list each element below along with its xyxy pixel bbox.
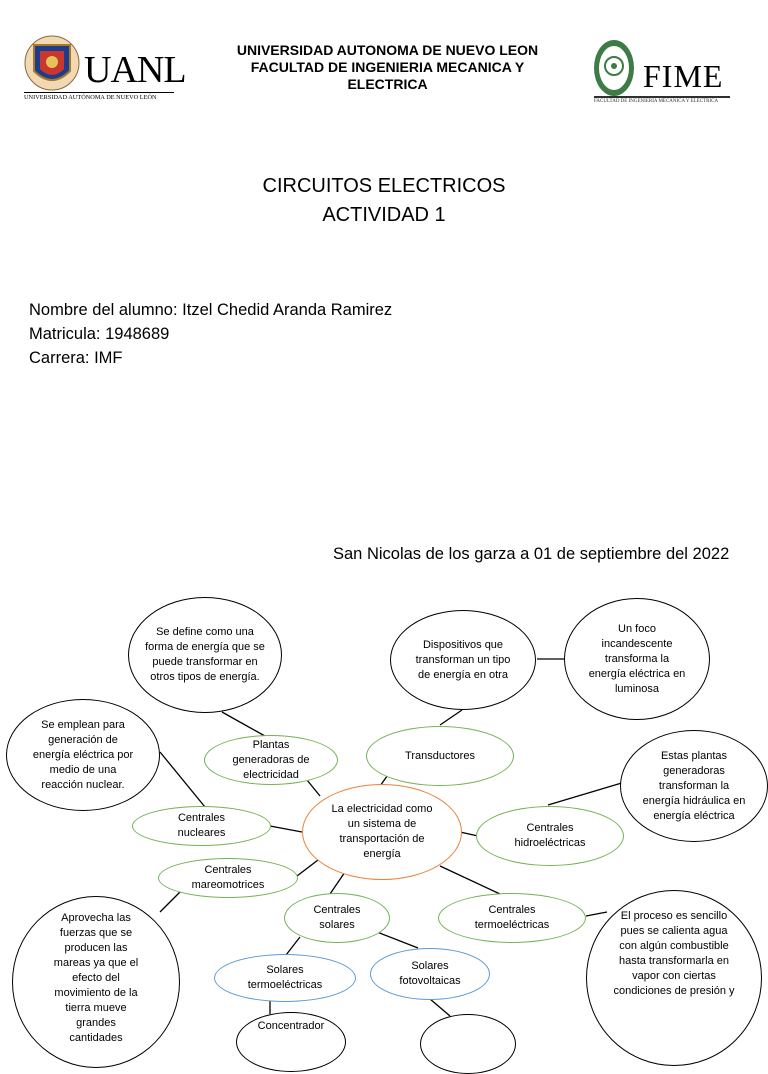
- hidro-def-text: Estas plantas generadoras transforman la energía hidráulica en energía eléctrica: [642, 749, 746, 822]
- bubble-termo: [438, 893, 586, 943]
- title-line-3: ELECTRICA: [347, 76, 428, 92]
- hidro-text: Centrales hidroeléctricas: [514, 822, 586, 849]
- bubble-solares-foto: [370, 948, 490, 1000]
- bubble-partial-right: [420, 1014, 516, 1074]
- bubble-transductores: [366, 726, 514, 786]
- center-text: La electricidad como un sistema de transportación de energía: [331, 803, 433, 860]
- date-line: San Nicolas de los garza a 01 de septiembre del 2022: [333, 545, 730, 563]
- connector-center-mareo: [297, 860, 318, 876]
- fime-wordmark: FIME: [643, 58, 724, 94]
- mareo-def-text: Aprovecha las fuerzas que se producen las mareas ya que el efecto del movimiento de la tierra mueve grandes cantidades: [53, 912, 139, 1044]
- fime-subtitle: FACULTAD DE INGENIERÍA MECÁNICA Y ELÉCTRICA: [594, 99, 719, 104]
- student-id: Matricula: 1948689: [29, 325, 170, 343]
- bubble-plantas: [204, 735, 338, 785]
- nucleares-def-text: Se emplean para generación de energía eléctrica por medio de una reacción nuclear.: [32, 718, 134, 791]
- foco-text: Un foco incandescente transforma la energía eléctrica en luminosa: [588, 622, 686, 695]
- connector-solfoto-partial: [430, 999, 450, 1016]
- bubble-mareo-def: [12, 896, 180, 1068]
- connector-center-solares: [330, 872, 345, 894]
- activity-name: ACTIVIDAD 1: [322, 204, 446, 226]
- connector-termo-def: [586, 912, 607, 916]
- transductores-def-text: Dispositivos que transforman un tipo de energía en otra: [415, 638, 511, 681]
- termo-text: Centrales termoeléctricas: [474, 904, 550, 931]
- bubble-termo-def: [586, 890, 762, 1066]
- bubble-mareo: [158, 858, 298, 898]
- title-line-2: FACULTAD DE INGENIERIA MECANICA Y: [250, 59, 525, 75]
- bubble-nucleares: [132, 806, 271, 846]
- solares-termo-text: Solares termoeléctricas: [247, 964, 323, 991]
- connector-center-termo: [440, 866, 500, 894]
- uanl-subtitle: UNIVERSIDAD AUTÓNOMA DE NUEVO LEÓN: [24, 94, 157, 101]
- plantas-text: Plantas generadoras de electricidad: [232, 738, 310, 781]
- transductores-text: Transductores: [405, 749, 475, 762]
- solares-foto-text: Solares fotovoltaicas: [399, 960, 461, 987]
- mareo-text: Centrales mareomotrices: [191, 864, 265, 891]
- bubble-hidro: [476, 806, 624, 866]
- bubble-center: [302, 784, 462, 880]
- connector-hidro-def: [548, 782, 625, 805]
- partial-bottom-text: Concentrador: [257, 1020, 325, 1032]
- connector-center-nucleares: [270, 826, 302, 832]
- definition-text: Se define como una forma de energía que se puede transformar en otros tipos de energía.: [145, 626, 265, 683]
- connector-nucleares-def: [160, 752, 205, 807]
- bubble-foco: [564, 598, 710, 720]
- termo-def-text: El proceso es sencillo pues se calienta agua con algún combustible hasta transformarla en vapor con ciertas condiciones de presión y: [613, 910, 735, 997]
- bubble-solares-termo: [214, 954, 356, 1002]
- solares-text: Centrales solares: [313, 904, 361, 931]
- bubble-transductores-def: [390, 610, 536, 710]
- bubble-nucleares-def: [6, 699, 160, 811]
- connector-mareo-def: [160, 890, 182, 912]
- uanl-wordmark: UANL: [84, 49, 186, 91]
- bubble-definition: [128, 597, 282, 713]
- connector-solares-termo: [286, 937, 300, 955]
- title-line-1: UNIVERSIDAD AUTONOMA DE NUEVO LEON: [236, 42, 539, 58]
- student-career: Carrera: IMF: [29, 349, 123, 367]
- bubble-solares: [284, 893, 390, 943]
- bubble-hidro-def: [620, 730, 768, 842]
- course-name: CIRCUITOS ELECTRICOS: [262, 175, 506, 197]
- bubble-partial-left: [236, 1012, 346, 1072]
- nucleares-text: Centrales nucleares: [177, 812, 226, 839]
- connector-transductores-def: [440, 710, 462, 725]
- student-name: Nombre del alumno: Itzel Chedid Aranda Ramirez: [29, 301, 393, 319]
